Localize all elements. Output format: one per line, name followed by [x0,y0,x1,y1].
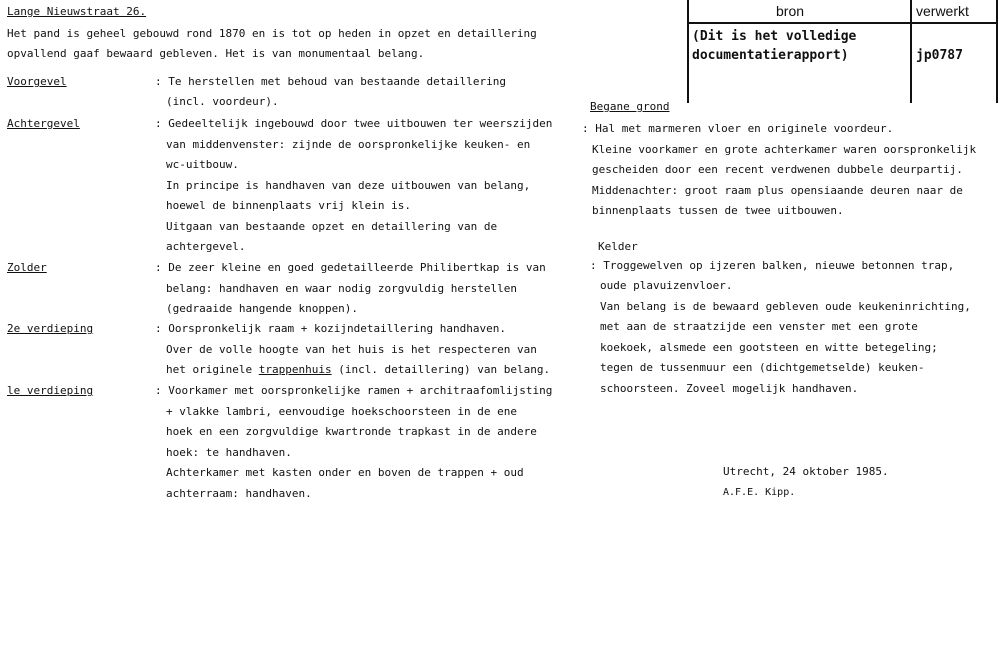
zolder-line: belang: handhaven en waar nodig zorgvuldig herstellen [166,282,517,295]
verdieping2-text: het originele [166,363,259,376]
section-label-begane-grond: Begane grond [590,100,670,113]
intro-line-1: Het pand is geheel gebouwd rond 1870 en is tot op heden in opzet en detaillering [7,27,537,40]
box-verwerkt-value: jp0787 [916,48,963,63]
signature-author: A.F.E. Kipp. [723,487,796,498]
kelder-line: : Troggewelven op ijzeren balken, nieuwe betonnen trap, [590,259,955,272]
achtergevel-line: van middenvenster: zijnde de oorspronkelijke keuken- en [166,138,531,151]
box-header-rule [687,22,998,24]
signature-place-date: Utrecht, 24 oktober 1985. [723,465,889,478]
kelder-line: koekoek, alsmede een gootsteen en witte betegeling; [600,341,938,354]
box-bron-line: (Dit is het volledige [692,29,857,44]
verdieping2-line: : Oorspronkelijk raam + kozijndetaillering handhaven. [155,322,506,335]
verdieping2-text: (incl. detaillering) van belang. [331,363,551,376]
achtergevel-line: hoewel de binnenplaats vrij klein is. [166,199,412,212]
begane-grond-line: Kleine voorkamer en grote achterkamer waren oorspronkelijk [592,143,977,156]
box-header-verwerkt: verwerkt [916,3,969,19]
voorgevel-line: : Te herstellen met behoud van bestaande detaillering [155,75,506,88]
verdieping1-line: achterraam: handhaven. [166,487,312,500]
achtergevel-line: In principe is handhaven van deze uitbouwen van belang, [166,179,531,192]
verdieping1-line: : Voorkamer met oorspronkelijke ramen + architraafomlijsting [155,384,553,397]
verdieping1-line: + vlakke lambri, eenvoudige hoekschoorsteen in de ene [166,405,517,418]
trappenhuis-underlined: trappenhuis [258,363,332,376]
box-header-bron: bron [776,3,805,19]
achtergevel-line: wc-uitbouw. [166,158,239,171]
verdieping1-line: hoek en een zorgvuldige kwartronde trapkast in de andere [166,425,537,438]
box-right-border [996,0,998,103]
begane-grond-line: binnenplaats tussen de twee uitbouwen. [592,204,844,217]
achtergevel-line: : Gedeeltelijk ingebouwd door twee uitbouwen ter weerszijden [155,117,553,130]
section-label-1e-verdieping: le verdieping [7,384,94,397]
begane-grond-line: : Hal met marmeren vloer en originele voordeur. [582,122,894,135]
section-label-kelder: Kelder [598,240,638,253]
document-title: Lange Nieuwstraat 26. [7,5,147,18]
begane-grond-line: Middenachter: groot raam plus opensiaande deuren naar de [592,184,963,197]
box-left-border [687,0,689,103]
kelder-line: met aan de straatzijde een venster met een grote [600,320,918,333]
voorgevel-line: (incl. voordeur). [166,95,279,108]
zolder-line: : De zeer kleine en goed gedetailleerde Philibertkap is van [155,261,546,274]
verdieping2-line: Over de volle hoogte van het huis is het respecteren van [166,343,537,356]
achtergevel-line: achtergevel. [166,240,246,253]
intro-line-2: opvallend gaaf bewaard gebleven. Het is van monumentaal belang. [7,47,425,60]
section-label-voorgevel: Voorgevel [7,75,67,88]
kelder-line: Van belang is de bewaard gebleven oude keukeninrichting, [600,300,971,313]
section-label-achtergevel: Achtergevel [7,117,80,130]
kelder-line: schoorsteen. Zoveel mogelijk handhaven. [600,382,859,395]
box-bron-line: documentatierapport) [692,48,849,63]
section-label-zolder: Zolder [7,261,47,274]
begane-grond-line: gescheiden door een recent verdwenen dubbele deurpartij. [592,163,963,176]
section-label-2e-verdieping: 2e verdieping [7,322,94,335]
achtergevel-line: Uitgaan van bestaande opzet en detaillering van de [166,220,498,233]
verdieping1-line: hoek: te handhaven. [166,446,292,459]
verdieping2-line-last [166,363,550,377]
verdieping1-line: Achterkamer met kasten onder en boven de trappen + oud [166,466,524,479]
box-divider [910,0,912,103]
zolder-line: (gedraaide hangende knoppen). [166,302,359,315]
kelder-line: tegen de tussenmuur een (dichtgemetselde) keuken- [600,361,925,374]
kelder-line: oude plavuizenvloer. [600,279,733,292]
